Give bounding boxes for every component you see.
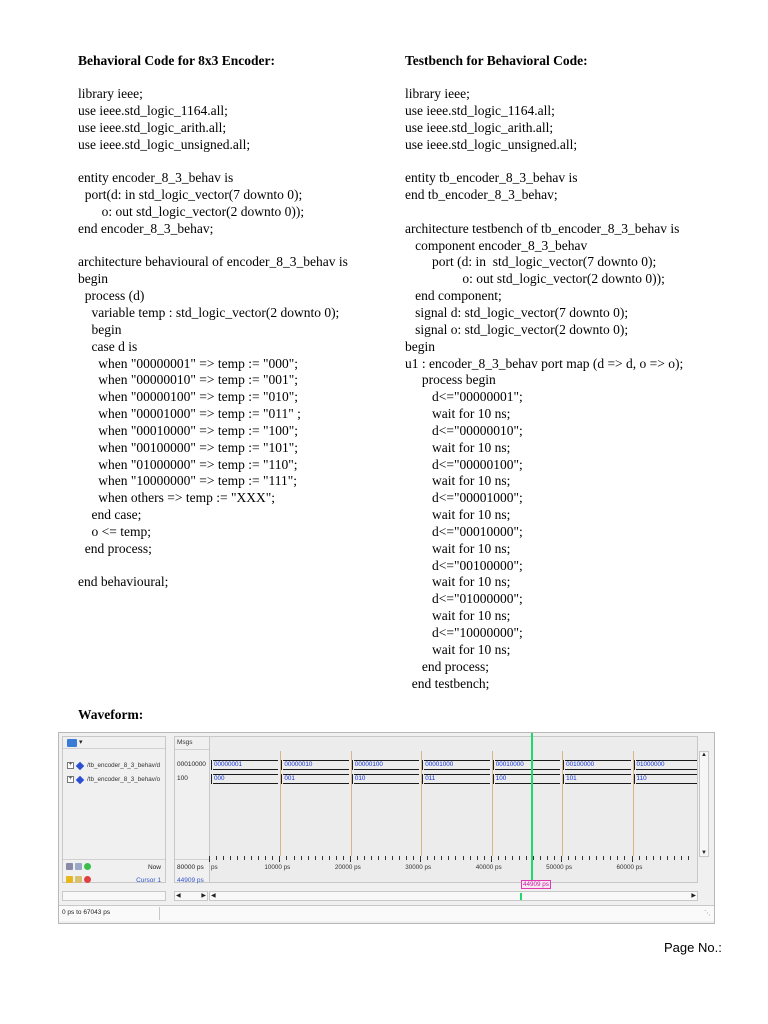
code-line: wait for 10 ns; xyxy=(405,473,511,489)
ruler-tick xyxy=(582,856,583,860)
code-line: signal o: std_logic_vector(2 downto 0); xyxy=(405,321,629,337)
code-line: end testbench; xyxy=(405,675,490,691)
ruler-label: 10000 ps xyxy=(264,864,291,871)
code-line xyxy=(78,558,398,575)
code-line: end tb_encoder_8_3_behav; xyxy=(405,187,558,203)
bus-segment xyxy=(281,774,350,784)
code-line: wait for 10 ns; xyxy=(405,540,511,556)
code-line: when "01000000" => temp := "110"; xyxy=(78,456,298,472)
code-line: wait for 10 ns; xyxy=(405,439,511,455)
code-line: end behavioural; xyxy=(78,574,169,590)
code-line: o: out std_logic_vector(2 downto 0)); xyxy=(405,271,665,287)
code-line: entity tb_encoder_8_3_behav is xyxy=(405,170,578,186)
code-line: d<="01000000"; xyxy=(405,591,523,607)
signal-value-o: 100 xyxy=(177,775,188,782)
status-bar xyxy=(59,905,714,921)
bus-segment xyxy=(211,760,280,770)
code-line: d<="00000010"; xyxy=(405,422,523,438)
code-line: end encoder_8_3_behav; xyxy=(78,220,214,236)
ruler-tick xyxy=(279,856,280,862)
code-line: library ieee; xyxy=(405,86,470,101)
code-line: when "10000000" => temp := "111"; xyxy=(78,473,297,489)
ruler-tick xyxy=(448,856,449,860)
ruler-tick xyxy=(484,856,485,860)
code-line: begin xyxy=(78,271,108,287)
ruler-tick xyxy=(434,856,435,860)
ruler-tick xyxy=(343,856,344,860)
behavioral-code-block xyxy=(78,86,398,591)
ruler-tick xyxy=(624,856,625,860)
bus-segment xyxy=(352,760,421,770)
code-line: end component; xyxy=(405,288,502,304)
ruler-tick xyxy=(223,856,224,860)
ruler-tick xyxy=(533,856,534,860)
expand-icon[interactable]: + xyxy=(68,762,73,768)
value-pane-scrollbar[interactable] xyxy=(174,891,208,901)
code-line: use ieee.std_logic_arith.all; xyxy=(78,119,227,135)
code-line: when "00000100" => temp := "010"; xyxy=(78,389,298,405)
testbench-code-heading: Testbench for Behavioral Code: xyxy=(405,53,588,68)
ruler-tick xyxy=(596,856,597,860)
behavioral-code-column xyxy=(78,52,398,591)
lock-icon[interactable] xyxy=(66,876,73,883)
code-line: use ieee.std_logic_1164.all; xyxy=(405,102,555,118)
bus-value-label: 00000010 xyxy=(284,761,313,768)
bus-value-label: 101 xyxy=(566,775,577,782)
ruler-tick xyxy=(272,856,273,860)
ruler-tick xyxy=(540,856,541,860)
divider xyxy=(175,749,209,750)
signal-toolbar xyxy=(63,737,165,749)
code-line: use ieee.std_logic_unsigned.all; xyxy=(405,136,578,152)
signal-value-d: 00010000 xyxy=(177,761,206,768)
bus-value-label: 01000000 xyxy=(636,761,665,768)
code-line: wait for 10 ns; xyxy=(405,641,511,657)
code-line: when "00001000" => temp := "011" ; xyxy=(78,406,301,422)
ruler-tick xyxy=(308,856,309,860)
code-line: when others => temp := "XXX"; xyxy=(78,490,275,506)
now-value: 80000 ps xyxy=(177,864,204,871)
ruler-tick xyxy=(512,856,513,860)
add-cursor-icon[interactable] xyxy=(84,863,91,870)
ruler-label: 30000 ps xyxy=(405,864,432,871)
scroll-right-icon[interactable]: ▶ xyxy=(691,893,696,899)
ruler-tick xyxy=(322,856,323,860)
code-line: begin xyxy=(405,338,435,354)
ruler-tick xyxy=(329,856,330,860)
resize-grip-icon[interactable]: ⋱ xyxy=(704,910,711,917)
code-line: end case; xyxy=(78,507,142,523)
bus-value-label: 00000100 xyxy=(354,761,383,768)
page-number-label: Page No.: xyxy=(664,940,722,955)
code-line: d<="00001000"; xyxy=(405,490,523,506)
ruler-tick xyxy=(568,856,569,860)
ruler-tick xyxy=(667,856,668,860)
now-icons xyxy=(66,863,93,870)
ruler-tick xyxy=(463,856,464,860)
ruler-tick xyxy=(526,856,527,860)
cursor-time-tag[interactable]: 44909 ps xyxy=(521,880,551,889)
waveform-heading: Waveform: xyxy=(78,707,144,722)
scroll-left-icon[interactable]: ◀ xyxy=(211,893,216,899)
code-line: wait for 10 ns; xyxy=(405,507,511,523)
ruler-tick xyxy=(364,856,365,860)
bus-value-label: 00010000 xyxy=(495,761,524,768)
bus-segment xyxy=(422,760,491,770)
ruler-label: 60000 ps xyxy=(616,864,643,871)
signal-name: /tb_encoder_8_3_behav/d xyxy=(87,762,161,769)
ruler-tick xyxy=(554,856,555,860)
code-line: d<="00100000"; xyxy=(405,557,523,573)
code-line: process begin xyxy=(405,372,496,388)
code-line: use ieee.std_logic_arith.all; xyxy=(405,119,554,135)
ruler-tick xyxy=(561,856,562,862)
bus-value-label: 00100000 xyxy=(566,761,595,768)
ruler-tick xyxy=(371,856,372,860)
ruler-tick xyxy=(392,856,393,860)
code-line: component encoder_8_3_behav xyxy=(405,237,588,253)
ruler-tick xyxy=(209,856,210,862)
code-line xyxy=(405,204,755,221)
delete-cursor-icon[interactable] xyxy=(84,876,91,883)
ruler-tick xyxy=(639,856,640,860)
ruler-label: 20000 ps xyxy=(334,864,361,871)
cursor-name[interactable]: Cursor 1 xyxy=(136,877,161,884)
code-line: port (d: in std_logic_vector(7 downto 0); xyxy=(405,254,657,270)
ruler-tick xyxy=(498,856,499,860)
values-pane xyxy=(174,736,210,883)
ruler-tick xyxy=(441,856,442,860)
ruler-tick xyxy=(547,856,548,860)
behavioral-code-heading: Behavioral Code for 8x3 Encoder: xyxy=(78,53,275,68)
bus-diamond-icon xyxy=(76,775,84,783)
code-line: variable temp : std_logic_vector(2 downto 0); xyxy=(78,304,340,320)
ruler-tick xyxy=(230,856,231,860)
chevron-down-icon[interactable]: ▾ xyxy=(79,739,83,746)
msgs-header: Msgs xyxy=(177,739,193,746)
code-line: wait for 10 ns; xyxy=(405,574,511,590)
ruler-tick xyxy=(265,856,266,860)
ruler-tick xyxy=(350,856,351,862)
signal-row-d[interactable] xyxy=(63,759,165,772)
code-line: end process; xyxy=(78,540,152,556)
code-line xyxy=(78,153,398,170)
ruler-tick xyxy=(519,856,520,860)
ruler-tick xyxy=(286,856,287,860)
ruler-tick xyxy=(688,856,689,860)
now-label: Now xyxy=(147,864,161,871)
ruler-tick xyxy=(244,856,245,860)
scroll-cursor-marker xyxy=(520,893,522,900)
pencil-icon[interactable] xyxy=(75,876,82,883)
code-line: d<="00000001"; xyxy=(405,389,523,405)
wave-row-o xyxy=(210,774,697,784)
cursor-icons xyxy=(66,876,93,883)
vertical-scrollbar[interactable] xyxy=(699,751,709,857)
code-line: wait for 10 ns; xyxy=(405,608,511,624)
code-line: use ieee.std_logic_unsigned.all; xyxy=(78,136,251,152)
code-line: library ieee; xyxy=(78,86,143,101)
bus-segment xyxy=(493,774,562,784)
expand-icon[interactable]: + xyxy=(68,776,73,782)
bus-value-label: 010 xyxy=(354,775,366,782)
ruler-tick xyxy=(681,856,682,860)
divider xyxy=(63,859,165,860)
ruler-tick xyxy=(301,856,302,860)
bus-value-label: 000 xyxy=(214,775,225,782)
ruler-tick xyxy=(617,856,618,860)
code-line: when "00000001" => temp := "000"; xyxy=(78,355,298,371)
scroll-right-icon[interactable]: ▶ xyxy=(201,893,206,899)
ruler-label: 50000 ps xyxy=(546,864,573,871)
bus-diamond-icon xyxy=(76,761,84,769)
code-line: u1 : encoder_8_3_behav port map (d => d, o => o); xyxy=(405,355,684,371)
code-line: architecture testbench of tb_encoder_8_3_behav is xyxy=(405,220,680,236)
code-line: process (d) xyxy=(78,288,145,304)
scroll-up-icon[interactable]: ▲ xyxy=(701,752,707,758)
signal-list-pane xyxy=(62,736,166,883)
home-icon[interactable] xyxy=(67,739,77,747)
divider xyxy=(159,907,160,920)
code-line: begin xyxy=(78,321,122,337)
ruler-tick xyxy=(378,856,379,860)
code-line: d<="00000100"; xyxy=(405,456,523,472)
ruler-tick xyxy=(470,856,471,860)
ruler-tick xyxy=(336,856,337,860)
code-line: o: out std_logic_vector(2 downto 0)); xyxy=(78,203,305,219)
grid-icon[interactable] xyxy=(66,863,73,870)
code-line xyxy=(405,153,755,170)
wave-row-d xyxy=(210,760,697,770)
ruler-tick xyxy=(258,856,259,860)
ruler-tick xyxy=(589,856,590,860)
ruler-tick xyxy=(505,856,506,860)
ruler-tick xyxy=(427,856,428,860)
ruler-tick xyxy=(294,856,295,860)
bus-value-label: 00001000 xyxy=(425,761,454,768)
bus-value-label: 001 xyxy=(284,775,295,782)
ruler-tick xyxy=(674,856,675,860)
scroll-left-icon[interactable]: ◀ xyxy=(176,893,181,899)
ruler-tick xyxy=(237,856,238,860)
code-line: when "00000010" => temp := "001"; xyxy=(78,372,298,388)
code-line: wait for 10 ns; xyxy=(405,406,511,422)
bus-segment xyxy=(634,774,698,784)
ruler-tick xyxy=(385,856,386,860)
code-line: d<="10000000"; xyxy=(405,625,523,640)
time-ruler xyxy=(209,853,698,883)
signal-row-o[interactable] xyxy=(63,773,165,786)
ruler-tick xyxy=(610,856,611,860)
cursor-value: 44909 ps xyxy=(177,877,204,884)
ruler-tick xyxy=(399,856,400,860)
ruler-tick xyxy=(315,856,316,860)
bus-segment xyxy=(281,760,350,770)
ruler-tick xyxy=(406,856,407,860)
code-line: architecture behavioural of encoder_8_3_behav is xyxy=(78,254,348,270)
ruler-tick xyxy=(632,856,633,862)
ruler-unit: ps xyxy=(211,864,218,871)
code-line: when "00100000" => temp := "101"; xyxy=(78,439,298,455)
code-line: signal d: std_logic_vector(7 downto 0); xyxy=(405,304,629,320)
bus-segment xyxy=(211,774,280,784)
ruler-tick xyxy=(603,856,604,860)
scroll-down-icon[interactable]: ▼ xyxy=(701,850,707,856)
ruler-tick xyxy=(357,856,358,860)
ruler-tick xyxy=(660,856,661,860)
code-line: entity encoder_8_3_behav is xyxy=(78,170,234,186)
code-line: use ieee.std_logic_1164.all; xyxy=(78,102,228,118)
code-line: end process; xyxy=(405,658,489,674)
testbench-code-block xyxy=(405,86,755,692)
bus-value-label: 100 xyxy=(495,775,507,782)
ruler-tick xyxy=(575,856,576,860)
code-line: o <= temp; xyxy=(78,523,151,539)
testbench-code-column xyxy=(405,52,755,692)
bus-value-label: 011 xyxy=(425,775,436,782)
code-line xyxy=(78,238,398,255)
bus-segment xyxy=(563,774,632,784)
signal-pane-scrollbar[interactable] xyxy=(62,891,166,901)
waveform-window xyxy=(58,732,715,924)
bus-segment xyxy=(493,760,562,770)
window-icon[interactable] xyxy=(75,863,82,870)
bus-value-label: 00000001 xyxy=(214,761,243,768)
signal-name: /tb_encoder_8_3_behav/o xyxy=(87,776,161,783)
horizontal-scrollbar[interactable] xyxy=(209,891,698,901)
ruler-tick xyxy=(491,856,492,862)
time-range: 0 ps to 67043 ps xyxy=(62,909,111,916)
bus-value-label: 110 xyxy=(636,775,647,782)
ruler-tick xyxy=(413,856,414,860)
ruler-tick xyxy=(646,856,647,860)
ruler-label: 40000 ps xyxy=(475,864,502,871)
bus-segment xyxy=(352,774,421,784)
ruler-tick xyxy=(420,856,421,862)
code-line: port(d: in std_logic_vector(7 downto 0); xyxy=(78,187,303,203)
ruler-tick xyxy=(653,856,654,860)
ruler-tick xyxy=(455,856,456,860)
bus-segment xyxy=(634,760,698,770)
ruler-tick xyxy=(216,856,217,860)
bus-segment xyxy=(422,774,491,784)
code-line: case d is xyxy=(78,338,138,354)
bus-segment xyxy=(563,760,632,770)
divider xyxy=(175,859,209,860)
ruler-tick xyxy=(251,856,252,860)
code-line: d<="00010000"; xyxy=(405,523,523,539)
ruler-tick xyxy=(477,856,478,860)
code-line: when "00010000" => temp := "100"; xyxy=(78,422,298,438)
